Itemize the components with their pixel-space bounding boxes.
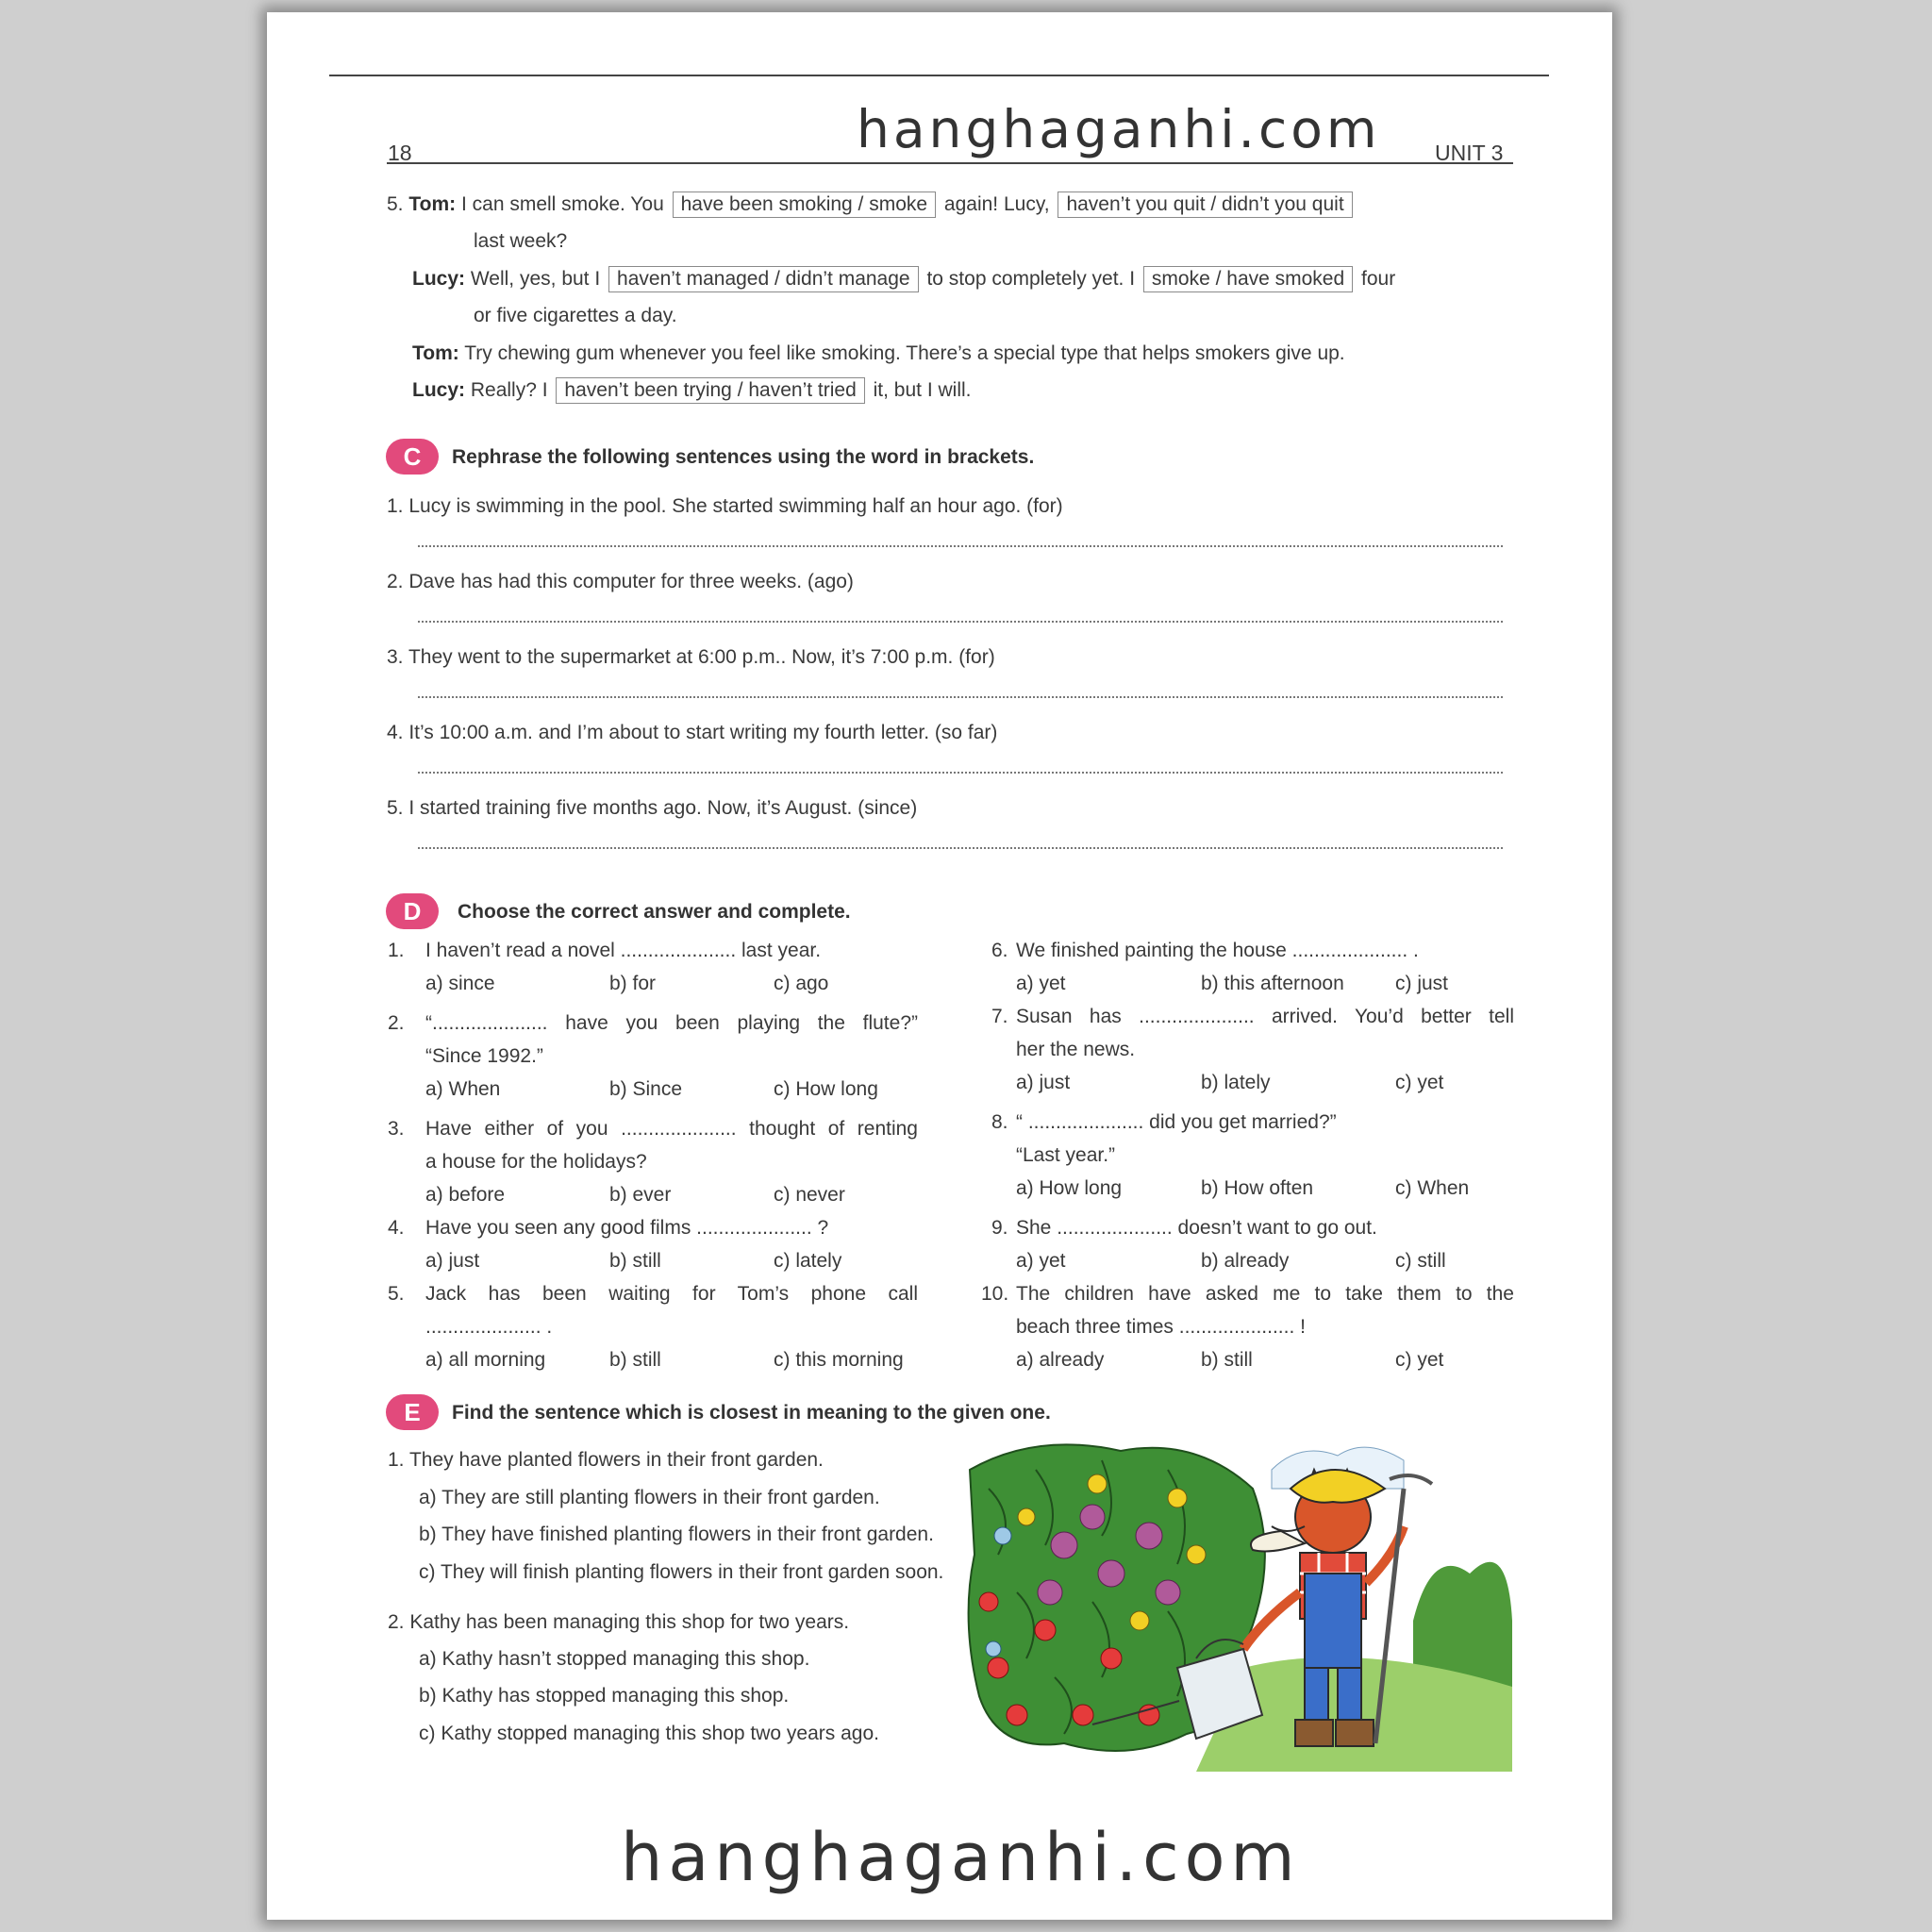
d-q3-option-b[interactable]: b) ever [609, 1184, 672, 1206]
answer-box: have been smoking / smoke [673, 192, 936, 218]
answer-line[interactable] [418, 621, 1503, 623]
d-q2-option-b[interactable]: b) Since [609, 1078, 683, 1100]
e-q1-option-c[interactable]: c) They will finish planting flowers in their front garden soon. [419, 1561, 944, 1583]
d-q6-option-b[interactable]: b) this afternoon [1201, 973, 1344, 994]
d-q3-line-2: a house for the holidays? [425, 1151, 647, 1173]
d-q7-option-c[interactable]: c) yet [1395, 1072, 1444, 1093]
d-q1: I haven’t read a novel ..................... last year. [425, 940, 822, 961]
header-rule [387, 162, 1513, 164]
c-item-3: 3. They went to the supermarket at 6:00 p.m.. Now, it’s 7:00 p.m. (for) [387, 646, 995, 668]
d-q5-option-b[interactable]: b) still [609, 1349, 661, 1371]
e-q2-option-c[interactable]: c) Kathy stopped managing this shop two years ago. [419, 1723, 879, 1744]
d-q3: Have either of you ..................... thought of renting [425, 1118, 918, 1140]
b5-line-5: Tom: Try chewing gum whenever you feel like smoking. There’s a special type that helps smokers give up. [412, 342, 1345, 364]
section-e-title: Find the sentence which is closest in meaning to the given one. [452, 1402, 1051, 1424]
d-q8: “ ..................... did you get married?” [1016, 1111, 1337, 1133]
answer-line[interactable] [418, 545, 1503, 547]
d-q9-option-a[interactable]: a) yet [1016, 1250, 1066, 1272]
d-q10-line-2: beach three times ..................... ! [1016, 1316, 1306, 1338]
d-q9: She ..................... doesn’t want to go out. [1016, 1217, 1377, 1239]
d-q2-option-c[interactable]: c) How long [774, 1078, 878, 1100]
d-q1-option-a[interactable]: a) since [425, 973, 495, 994]
d-q3-option-c[interactable]: c) never [774, 1184, 845, 1206]
b5-line-3: Lucy: Well, yes, but I haven’t managed / didn’t manage to stop completely yet. I smoke / have smoked four [412, 266, 1395, 292]
d-q1-option-b[interactable]: b) for [609, 973, 657, 994]
d-q4-option-a[interactable]: a) just [425, 1250, 480, 1272]
speaker-tom: Tom: [412, 342, 459, 364]
d-q7-option-b[interactable]: b) lately [1201, 1072, 1271, 1093]
section-c-title: Rephrase the following sentences using the word in brackets. [452, 446, 1035, 468]
d-q5-line-2: ..................... . [425, 1316, 553, 1338]
watermark-bottom: hanghaganhi.com [621, 1819, 1301, 1896]
d-q5: Jack has been waiting for Tom’s phone call [425, 1283, 918, 1305]
d-q3-option-a[interactable]: a) before [425, 1184, 506, 1206]
b5-line-4: or five cigarettes a day. [474, 305, 677, 326]
page-number: 18 [388, 141, 412, 165]
d-q4-option-c[interactable]: c) lately [774, 1250, 842, 1272]
b5-line-1: 5. Tom: I can smell smoke. You have been smoking / smoke again! Lucy, haven’t you quit / didn’t you quit [387, 192, 1356, 218]
d-q5-option-a[interactable]: a) all morning [425, 1349, 546, 1371]
c-item-1: 1. Lucy is swimming in the pool. She started swimming half an hour ago. (for) [387, 495, 1063, 517]
d-q7: Susan has ..................... arrived. You’d better tell [1016, 1006, 1514, 1027]
b5-line-2: last week? [474, 230, 568, 252]
section-d-title: Choose the correct answer and complete. [458, 901, 851, 923]
d-q9-option-b[interactable]: b) already [1201, 1250, 1290, 1272]
answer-box: smoke / have smoked [1143, 266, 1353, 292]
d-q8-option-a[interactable]: a) How long [1016, 1177, 1123, 1199]
answer-line[interactable] [418, 772, 1503, 774]
fox-gardener-illustration [960, 1432, 1517, 1772]
d-q6-option-c[interactable]: c) just [1395, 973, 1449, 994]
c-item-5: 5. I started training five months ago. Now, it’s August. (since) [387, 797, 918, 819]
d-q8-line-2: “Last year.” [1016, 1144, 1116, 1166]
answer-box: haven’t been trying / haven’t tried [556, 377, 864, 404]
d-q4-option-b[interactable]: b) still [609, 1250, 661, 1272]
answer-box: haven’t managed / didn’t manage [608, 266, 919, 292]
speaker-lucy: Lucy: [412, 379, 466, 401]
e-q1-option-b[interactable]: b) They have finished planting flowers in their front garden. [419, 1524, 934, 1545]
speaker-tom: Tom: [408, 193, 457, 215]
d-q1-option-c[interactable]: c) ago [774, 973, 829, 994]
b5-line-6: Lucy: Really? I haven’t been trying / haven’t tried it, but I will. [412, 377, 972, 404]
d-q8-option-b[interactable]: b) How often [1201, 1177, 1314, 1199]
answer-box: haven’t you quit / didn’t you quit [1058, 192, 1352, 218]
d-q10-option-b[interactable]: b) still [1201, 1349, 1253, 1371]
unit-label: UNIT 3 [1435, 141, 1504, 165]
section-c-badge: C [386, 439, 439, 475]
e-q2-option-a[interactable]: a) Kathy hasn’t stopped managing this shop. [419, 1648, 810, 1670]
answer-line[interactable] [418, 847, 1503, 849]
d-q8-option-c[interactable]: c) When [1395, 1177, 1470, 1199]
d-q2: “..................... have you been playing the flute?” [425, 1012, 918, 1034]
speaker-lucy: Lucy: [412, 268, 466, 290]
c-item-2: 2. Dave has had this computer for three weeks. (ago) [387, 571, 854, 592]
e-q2: 2. Kathy has been managing this shop for two years. [388, 1611, 850, 1633]
d-q5-option-c[interactable]: c) this morning [774, 1349, 904, 1371]
answer-line[interactable] [418, 696, 1503, 698]
d-q10-option-a[interactable]: a) already [1016, 1349, 1105, 1371]
d-q9-option-c[interactable]: c) still [1395, 1250, 1446, 1272]
d-q7-option-a[interactable]: a) just [1016, 1072, 1071, 1093]
d-q2-line-2: “Since 1992.” [425, 1045, 543, 1067]
c-item-4: 4. It’s 10:00 a.m. and I’m about to start writing my fourth letter. (so far) [387, 722, 998, 743]
d-q7-line-2: her the news. [1016, 1039, 1136, 1060]
d-q2-option-a[interactable]: a) When [425, 1078, 501, 1100]
d-q10-option-c[interactable]: c) yet [1395, 1349, 1444, 1371]
top-rule [329, 75, 1549, 76]
d-q10: The children have asked me to take them to the [1016, 1283, 1514, 1305]
e-q1: 1. They have planted flowers in their front garden. [388, 1449, 824, 1471]
d-q4: Have you seen any good films ..................... ? [425, 1217, 829, 1239]
e-q1-option-a[interactable]: a) They are still planting flowers in their front garden. [419, 1487, 880, 1508]
d-q6: We finished painting the house ..................... . [1016, 940, 1419, 961]
workbook-page: hanghaganhi.com 18 UNIT 3 5. Tom: I can smell smoke. You have been smoking / smoke again! Lucy, haven’t you quit / didn’t you quit last week? Lucy: Well, yes, but I haven’t managed / didn’t manage to stop completely yet. I smoke / have smoked four or five cigarettes a day. Tom: Try chewing gum whenever you feel like smoking. There’s a special type that helps smokers give up. Lucy: Really? I haven’t been trying / haven’t tried it, but I will. C Rephrase the following sentences using the word in brackets. 1. Lucy is swimming in the pool. She started swimming half an hour ago. (for) 2. Dave has had this computer for three weeks. (ago) 3. They went to the supermarket at 6:00 p.m.. Now, it’s 7:00 p.m. (for) 4. It’s 10:00 a.m. and I’m about to start writing my fourth letter. (so far) 5. I started training five months ago. Now, it’s August. (since) D Choose the correct answer and complete. 1. I haven’t read a novel ..................... last year. a) since b) for c) ago 2. “..................... have you been playing the flute?” “Since 1992.” a) When b) Since c) How long 3. Have either of you ..................... thought of renting a house for the holidays? a) before b) ever c) never 4. Have you seen any good films ..................... ? a) just b) still c) lately 5. Jack has been waiting for Tom’s phone call ..................... . a) all morning b) still c) this morning 6. We finished painting the house ..................... . a) yet b) this afternoon c) just 7. Susan has ..................... arrived. You’d better tell her the news. a) just b) lately c) yet 8. “ ..................... did you get married?” “Last year.” a) How long b) How often c) When 9. She ..................... doesn’t want to go out. a) yet b) already c) still 10. The children have asked me to take them to the beach three times ..................... ! a) already b) still c) yet E Find the sentence which is closest in meaning to the given one. 1. They have planted flowers in their front garden. a) They are still planting flowers in their front garden. b) They have finished planting flowers in their front garden. c) They will finish planting flowers in their front garden soon. 2. Kathy has been managing this shop for two years. a) Kathy hasn’t stopped managing this shop. b) Kathy has stopped managing this shop. c) Kathy stopped managing this shop two years ago. hanghaganhi.com [267, 12, 1612, 1920]
watermark-top: hanghaganhi.com [857, 99, 1381, 159]
e-q2-option-b[interactable]: b) Kathy has stopped managing this shop. [419, 1685, 790, 1707]
d-q6-option-a[interactable]: a) yet [1016, 973, 1066, 994]
section-d-badge: D [386, 893, 439, 929]
section-e-badge: E [386, 1394, 439, 1430]
